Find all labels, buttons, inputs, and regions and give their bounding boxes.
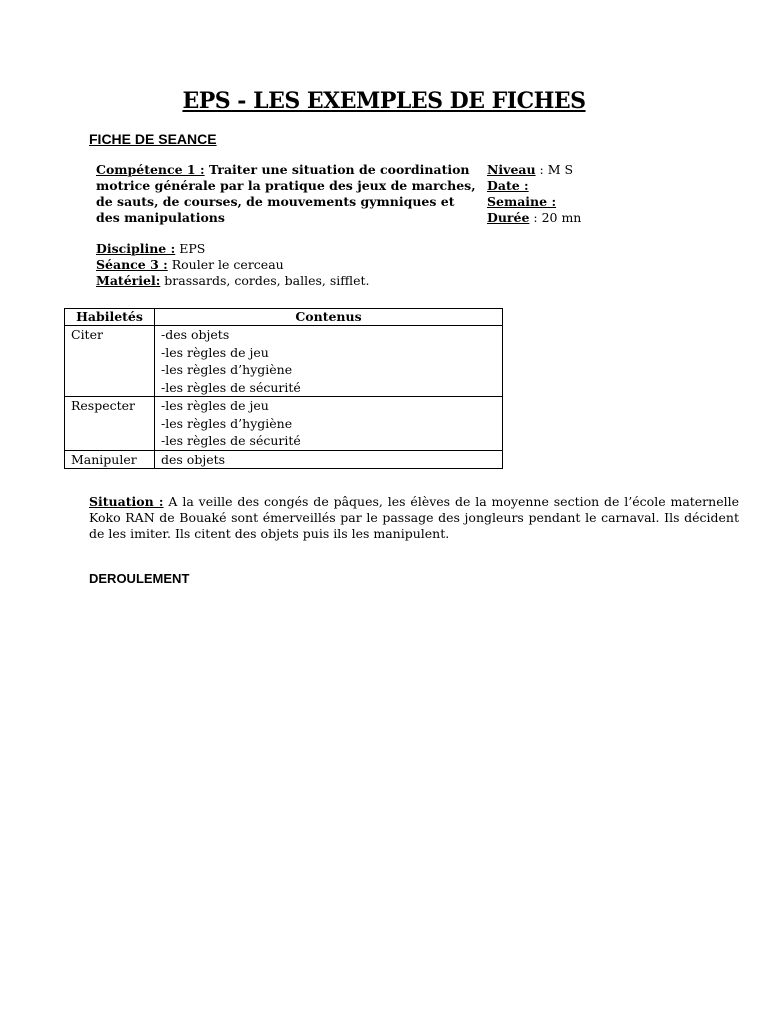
- niveau-label: Niveau: [487, 162, 536, 177]
- info-block: [96, 241, 370, 289]
- materiel-value: brassards, cordes, balles, sifflet.: [160, 273, 370, 288]
- meta-block: [487, 162, 581, 226]
- duree-row: [487, 210, 581, 226]
- contenus-cell: [155, 397, 503, 451]
- table-row: [65, 326, 503, 397]
- habilete-cell: Respecter: [65, 397, 155, 451]
- habilete-cell: Citer: [65, 326, 155, 397]
- materiel-row: [96, 273, 370, 289]
- contenu-item: -les règles d’hygiène: [161, 415, 293, 431]
- habilete-cell: Manipuler: [65, 450, 155, 469]
- contenu-item: -les règles d’hygiène: [161, 362, 293, 377]
- page-title: EPS - LES EXEMPLES DE FICHES: [182, 88, 586, 114]
- competence-block: [96, 162, 476, 226]
- niveau-row: [487, 162, 581, 178]
- discipline-label: Discipline :: [96, 241, 176, 256]
- contenu-item: -des objets: [161, 327, 230, 342]
- contenu-item: -les règles de sécurité: [161, 379, 301, 395]
- contenu-item: -les règles de jeu: [161, 344, 269, 360]
- contenus-cell: [155, 450, 503, 469]
- situation-text: A la veille des congés de pâques, les élèves de la moyenne section de l’école maternelle Koko RAN de Bouaké sont émerveillés par le passage des jongleurs pendant le carnaval. Ils décident de les imiter. Ils citent des objets puis ils les manipulent.: [89, 494, 740, 541]
- contenus-cell: [155, 326, 503, 397]
- section-heading-deroulement: DEROULEMENT: [89, 571, 190, 586]
- contenu-item: -les règles de sécurité: [161, 433, 301, 448]
- section-heading-fiche: FICHE DE SEANCE: [89, 131, 217, 147]
- date-row: [487, 178, 581, 194]
- duree-value: : 20 mn: [529, 210, 582, 225]
- date-label: Date :: [487, 178, 529, 193]
- contenu-item: -les règles de jeu: [161, 398, 269, 413]
- semaine-row: [487, 194, 581, 210]
- skills-table: [64, 308, 503, 469]
- competence-text: Traiter une situation de coordination motrice générale par la pratique des jeux de marches, de sauts, de courses, de mouvements gymniques et des manipulations: [96, 162, 476, 225]
- materiel-label: Matériel:: [96, 273, 161, 288]
- competence-label: Compétence 1 :: [96, 162, 205, 177]
- niveau-value: : M S: [535, 162, 574, 177]
- semaine-label: Semaine :: [487, 194, 557, 209]
- table-header-contenus: Contenus: [155, 309, 503, 326]
- contenu-item: des objets: [161, 451, 226, 467]
- table-row: [65, 397, 503, 451]
- table-header-row: [65, 309, 503, 326]
- seance-label: Séance 3 :: [96, 257, 168, 272]
- seance-row: [96, 257, 370, 273]
- discipline-row: [96, 241, 370, 257]
- situation-paragraph: [89, 494, 739, 542]
- table-row: [65, 450, 503, 469]
- table-header-habiletes: Habiletés: [65, 309, 155, 326]
- situation-label: Situation :: [89, 494, 164, 509]
- seance-value: Rouler le cerceau: [167, 257, 284, 272]
- discipline-value: EPS: [175, 241, 206, 256]
- duree-label: Durée: [487, 210, 530, 225]
